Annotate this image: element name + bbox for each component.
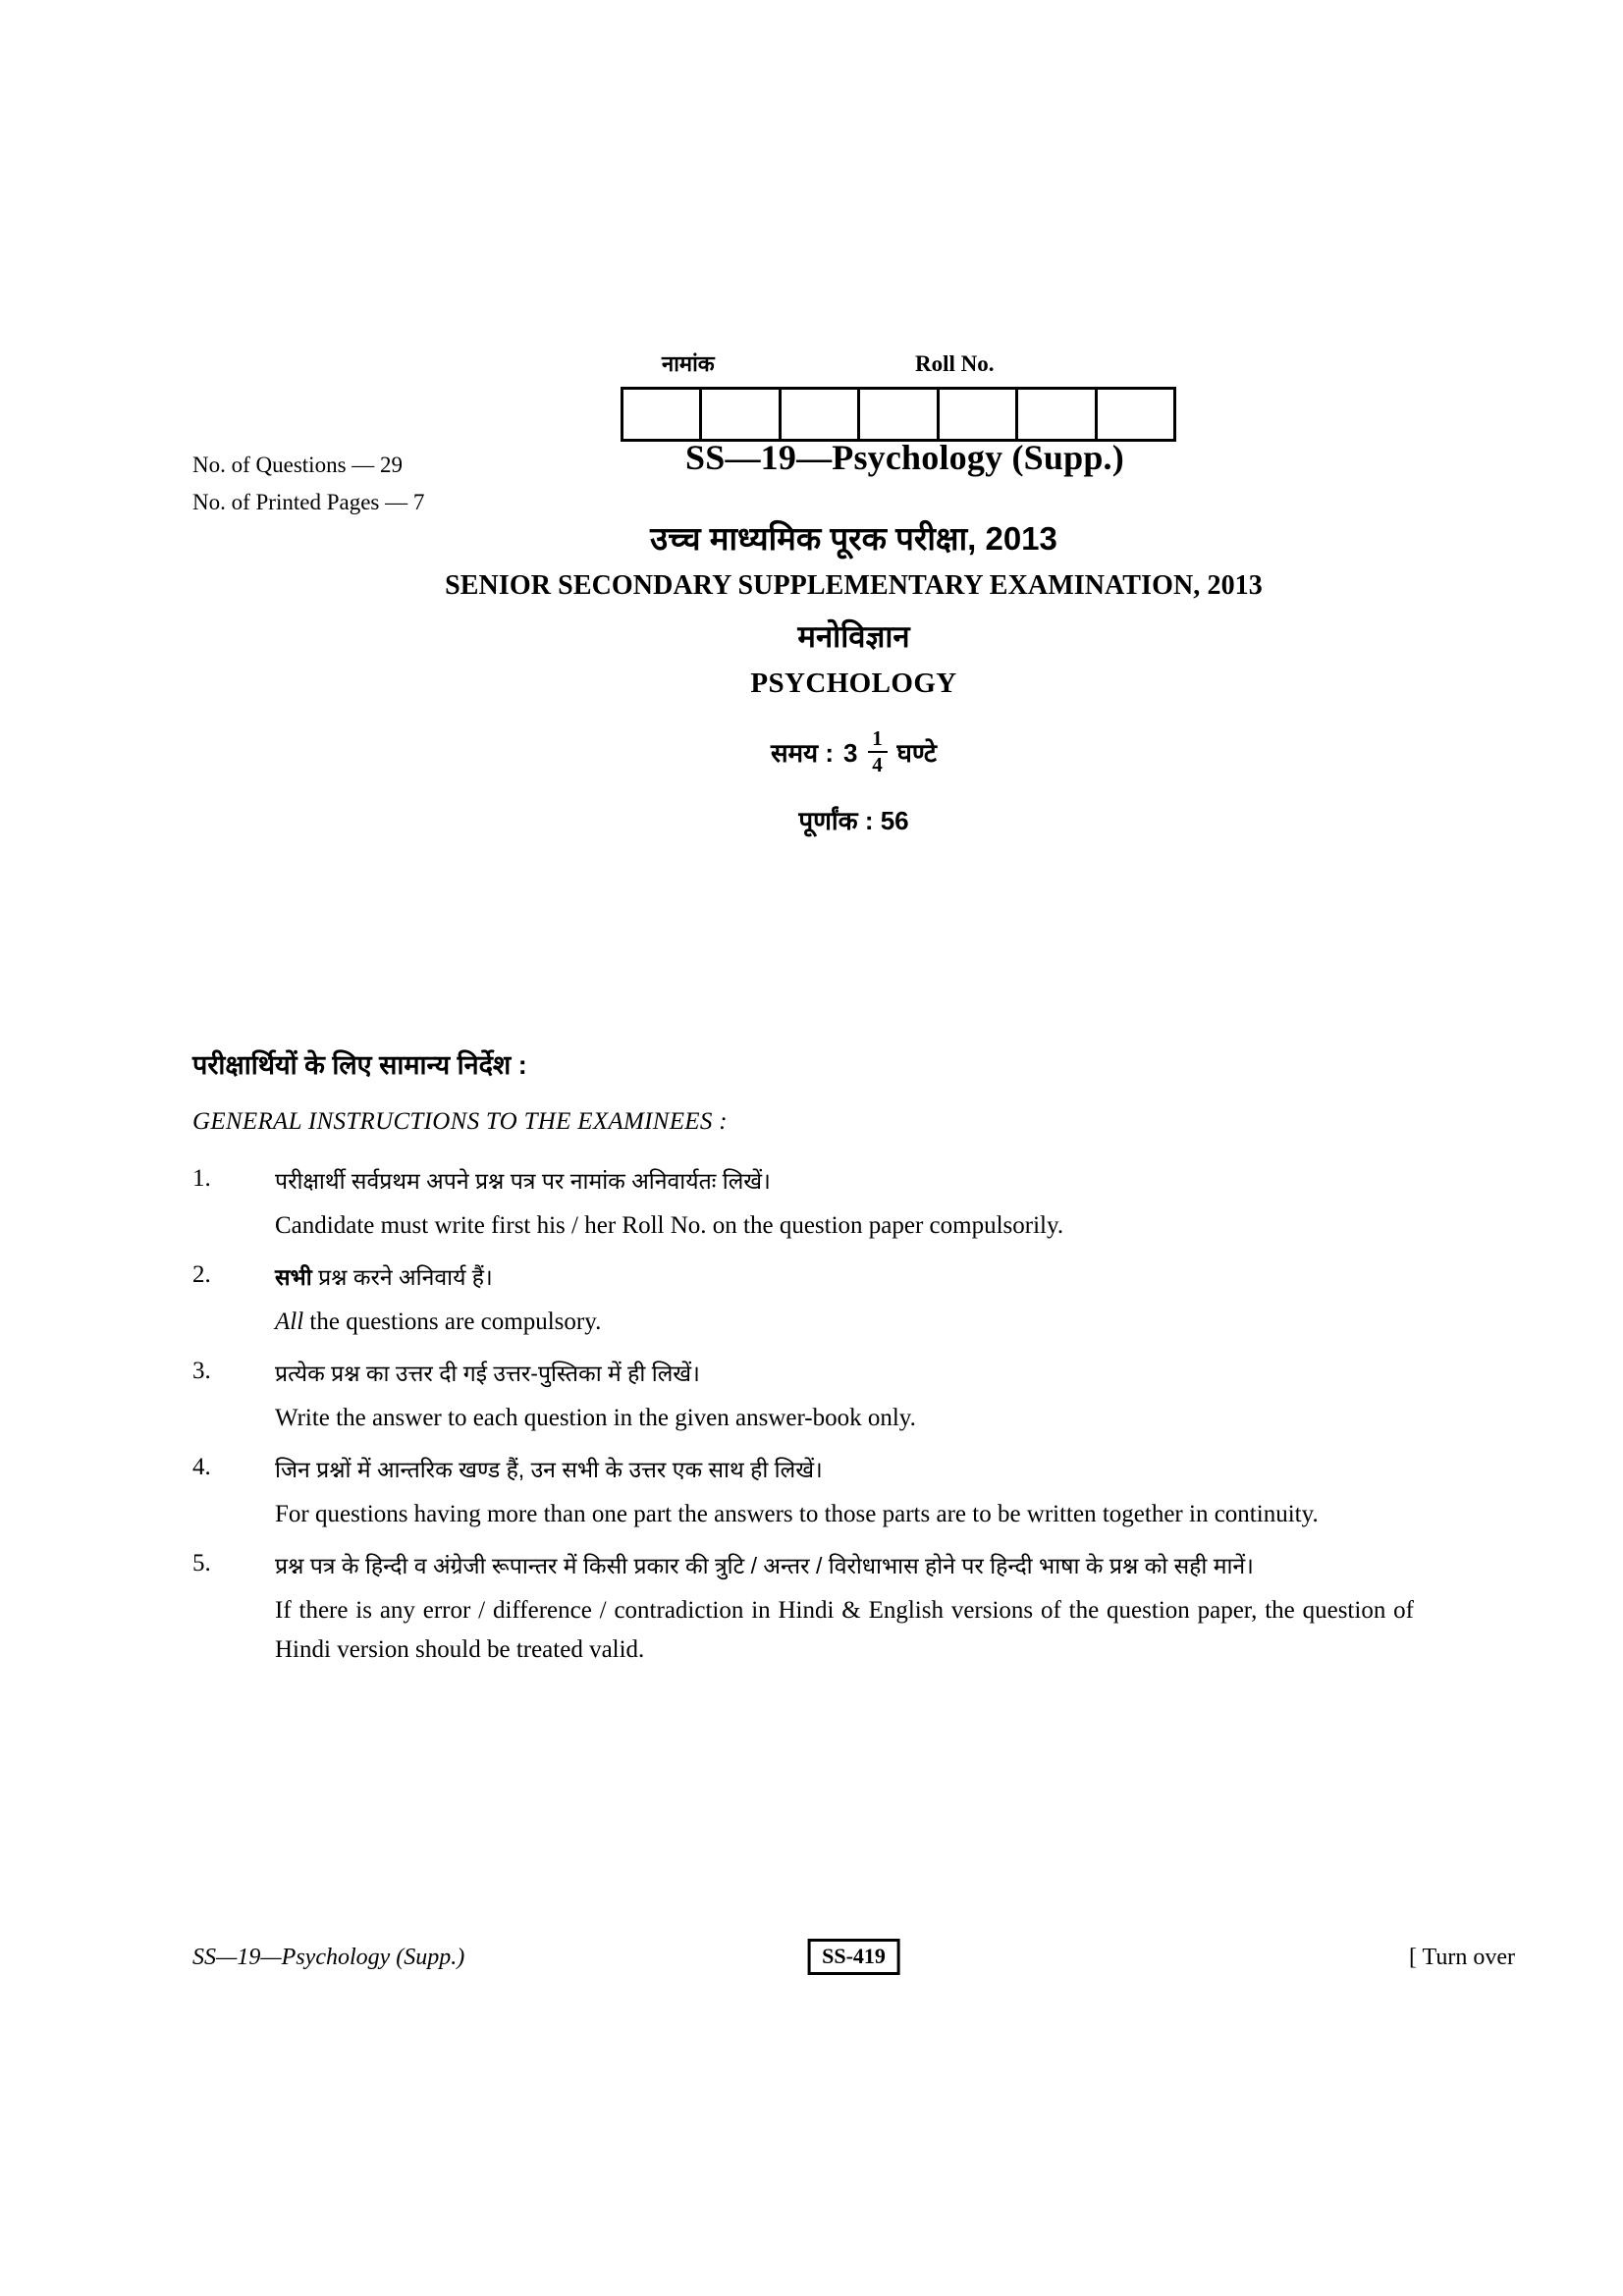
time-allowed bbox=[192, 726, 1515, 776]
rollno-cell[interactable] bbox=[623, 390, 702, 439]
no-of-questions: No. of Questions — 29 bbox=[192, 453, 404, 477]
time-label: समय : bbox=[770, 738, 835, 768]
instructions-block bbox=[192, 1045, 1515, 1680]
instructions-heading-hindi: परीक्षार्थियों के लिए सामान्य निर्देश : bbox=[192, 1050, 527, 1080]
exam-title-english: SENIOR SECONDARY SUPPLEMENTARY EXAMINATION, 2013 bbox=[445, 570, 1263, 601]
paper-code-title: SS—19—Psychology (Supp.) bbox=[685, 438, 1124, 477]
instruction-text-hindi: परीक्षार्थी सर्वप्रथम अपने प्रश्न पत्र पर नामांक अनिवार्यतः लिखें। bbox=[275, 1168, 771, 1194]
instruction-item bbox=[192, 1448, 1515, 1534]
time-fraction bbox=[868, 728, 888, 775]
instructions-heading-english: GENERAL INSTRUCTIONS TO THE EXAMINEES : bbox=[192, 1108, 728, 1135]
instruction-number: 3. bbox=[192, 1358, 211, 1384]
time-whole-number: 3 bbox=[843, 738, 858, 768]
instruction-hindi-rest: प्रश्न करने अनिवार्य हैं। bbox=[311, 1264, 493, 1290]
exam-title-hindi: उच्च माध्यमिक पूरक परीक्षा, 2013 bbox=[650, 520, 1057, 557]
instruction-item bbox=[192, 1159, 1515, 1246]
rollno-cell[interactable] bbox=[860, 390, 939, 439]
instruction-text-hindi: प्रत्येक प्रश्न का उत्तर दी गई उत्तर-पुस्तिका में ही लिखें। bbox=[275, 1361, 700, 1386]
instruction-item bbox=[192, 1544, 1515, 1670]
rollno-cell[interactable] bbox=[702, 390, 781, 439]
roll-number-grid[interactable] bbox=[621, 387, 1176, 442]
roll-number-area bbox=[621, 351, 1176, 442]
maximum-marks: पूर्णांक : 56 bbox=[798, 806, 909, 835]
instruction-item bbox=[192, 1352, 1515, 1438]
instruction-text-english: Candidate must write first his / her Roll No. on the question paper compulsorily. bbox=[275, 1212, 1064, 1239]
rollno-cell[interactable] bbox=[1098, 390, 1176, 439]
rollno-cell[interactable] bbox=[782, 390, 860, 439]
footer-paper-name: SS—19—Psychology (Supp.) bbox=[192, 1945, 465, 1970]
instruction-text-hindi: प्रश्न पत्र के हिन्दी व अंग्रेजी रूपान्तर में किसी प्रकार की त्रुटि / अन्तर / विरोधाभास होने पर हिन्दी भाषा के प्रश्न को सही मानें। bbox=[275, 1553, 1254, 1578]
instruction-number: 1. bbox=[192, 1165, 211, 1192]
heading-block bbox=[192, 515, 1515, 837]
instruction-text-hindi: जिन प्रश्नों में आन्तरिक खण्ड हैं, उन सभी के उत्तर एक साथ ही लिखें। bbox=[275, 1457, 823, 1482]
instruction-text-english: For questions having more than one part the answers to those parts are to be written together in continuity. bbox=[275, 1501, 1319, 1527]
instruction-text-english: If there is any error / difference / contradiction in Hindi & English versions of the question paper, the question of Hindi version should be treated valid. bbox=[275, 1597, 1414, 1663]
fraction-denominator: 4 bbox=[872, 753, 883, 776]
rollno-hindi-label: नामांक bbox=[662, 351, 715, 376]
subject-title-hindi: मनोविज्ञान bbox=[797, 619, 910, 654]
instruction-number: 5. bbox=[192, 1550, 211, 1576]
instruction-text-english bbox=[275, 1303, 1515, 1342]
roll-number-labels bbox=[621, 351, 1176, 387]
subject-title-english: PSYCHOLOGY bbox=[750, 667, 957, 699]
footer-paper-code: SS-419 bbox=[807, 1939, 900, 1975]
fraction-numerator: 1 bbox=[872, 726, 883, 750]
instruction-number: 4. bbox=[192, 1454, 211, 1480]
rollno-cell[interactable] bbox=[1018, 390, 1097, 439]
instruction-text-hindi bbox=[275, 1255, 1515, 1299]
time-unit: घण्टे bbox=[896, 738, 938, 768]
instruction-number: 2. bbox=[192, 1261, 211, 1288]
no-of-printed-pages: No. of Printed Pages — 7 bbox=[192, 490, 425, 514]
instruction-text-english: Write the answer to each question in the given answer-book only. bbox=[275, 1405, 916, 1431]
rollno-english-label: Roll No. bbox=[915, 351, 995, 376]
rollno-cell[interactable] bbox=[940, 390, 1018, 439]
footer-turn-over: [ Turn over bbox=[1408, 1945, 1515, 1970]
instruction-hindi-emphasis: सभी bbox=[275, 1264, 312, 1290]
instruction-item bbox=[192, 1255, 1515, 1342]
instruction-english-rest: the questions are compulsory. bbox=[303, 1308, 602, 1335]
instruction-english-emphasis: All bbox=[275, 1308, 304, 1335]
page-footer bbox=[192, 1939, 1515, 1982]
